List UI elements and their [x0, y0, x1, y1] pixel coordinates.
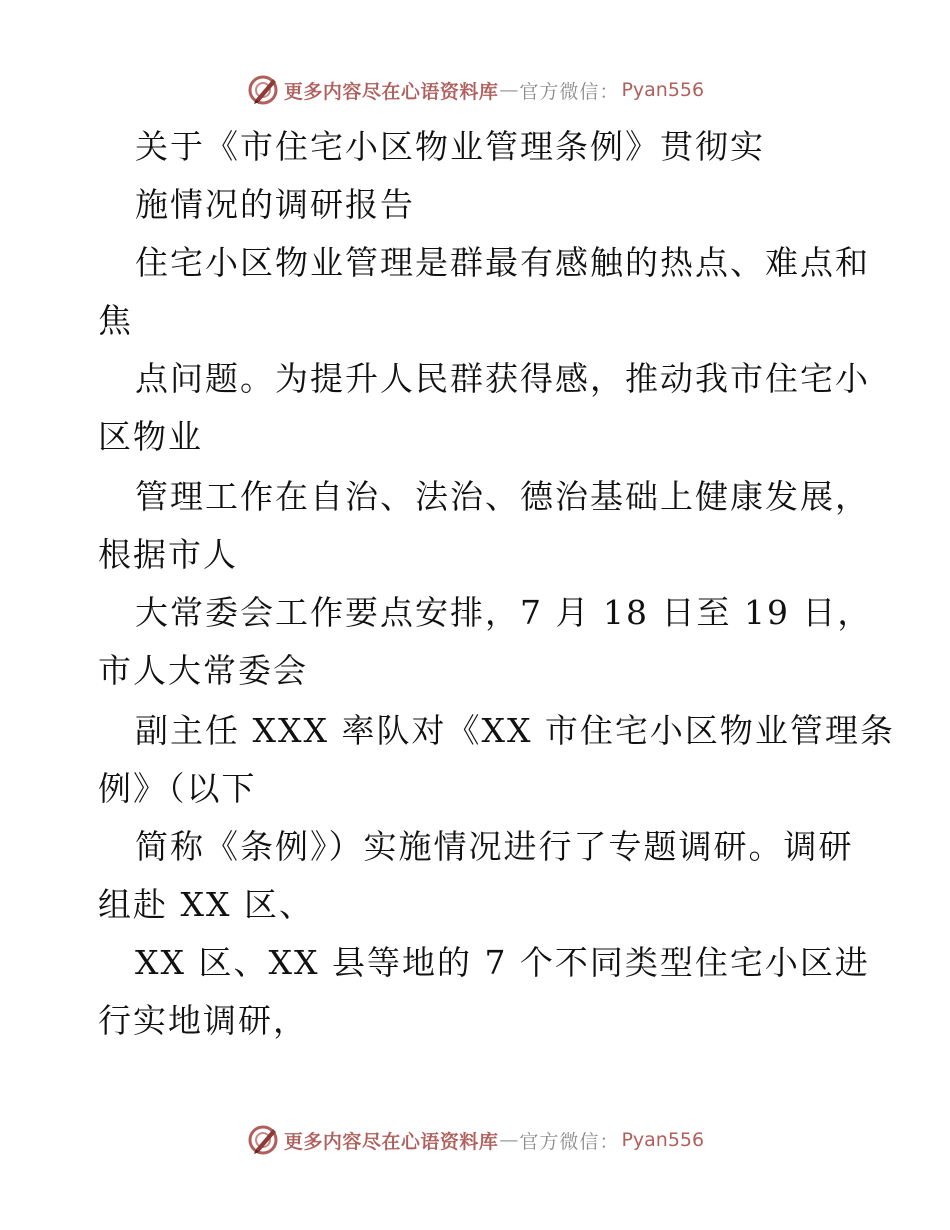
- body-line: 简称《条例》）实施情况进行了专题调研。调研: [135, 827, 854, 866]
- footer-banner: [0, 1120, 950, 1160]
- banner-separator: —: [499, 79, 519, 101]
- title-line-1: 关于《市住宅小区物业管理条例》贯彻实: [135, 127, 765, 166]
- title-line-2: 施情况的调研报告: [135, 185, 415, 224]
- wechat-label: 官方微信：: [519, 80, 620, 103]
- promo-text: 更多内容尽在心语资料库: [283, 1130, 499, 1153]
- body-line: 区物业: [98, 417, 203, 456]
- promo-text: 更多内容尽在心语资料库: [283, 80, 499, 103]
- body-line: 根据市人: [98, 535, 238, 574]
- body-line: 住宅小区物业管理是群最有感触的热点、难点和: [135, 243, 870, 282]
- wechat-id: Pyan556: [621, 79, 705, 101]
- body-line: 行实地调研，: [98, 1001, 308, 1040]
- body-line: 焦: [98, 301, 133, 340]
- banner-separator: —: [499, 1129, 519, 1151]
- wechat-id: Pyan556: [621, 1129, 705, 1151]
- wechat-label: 官方微信：: [519, 1130, 620, 1153]
- body-line: 大常委会工作要点安排，7 月 18 日至 19 日，: [135, 593, 873, 632]
- body-line: 管理工作在自治、法治、德治基础上健康发展，: [135, 477, 870, 516]
- pen-circle-logo-icon: [246, 1123, 280, 1157]
- header-banner: [0, 70, 950, 110]
- body-line: 组赴 XX 区、: [98, 885, 314, 924]
- body-line: 点问题。为提升人民群获得感，推动我市住宅小: [135, 359, 870, 398]
- body-line: 副主任 XXX 率队对《XX 市住宅小区物业管理条: [135, 711, 895, 750]
- body-line: 市人大常委会: [98, 651, 308, 690]
- body-line: XX 区、XX 县等地的 7 个不同类型住宅小区进: [135, 943, 870, 982]
- body-line: 例》（以下: [98, 769, 257, 808]
- pen-circle-logo-icon: [246, 73, 280, 107]
